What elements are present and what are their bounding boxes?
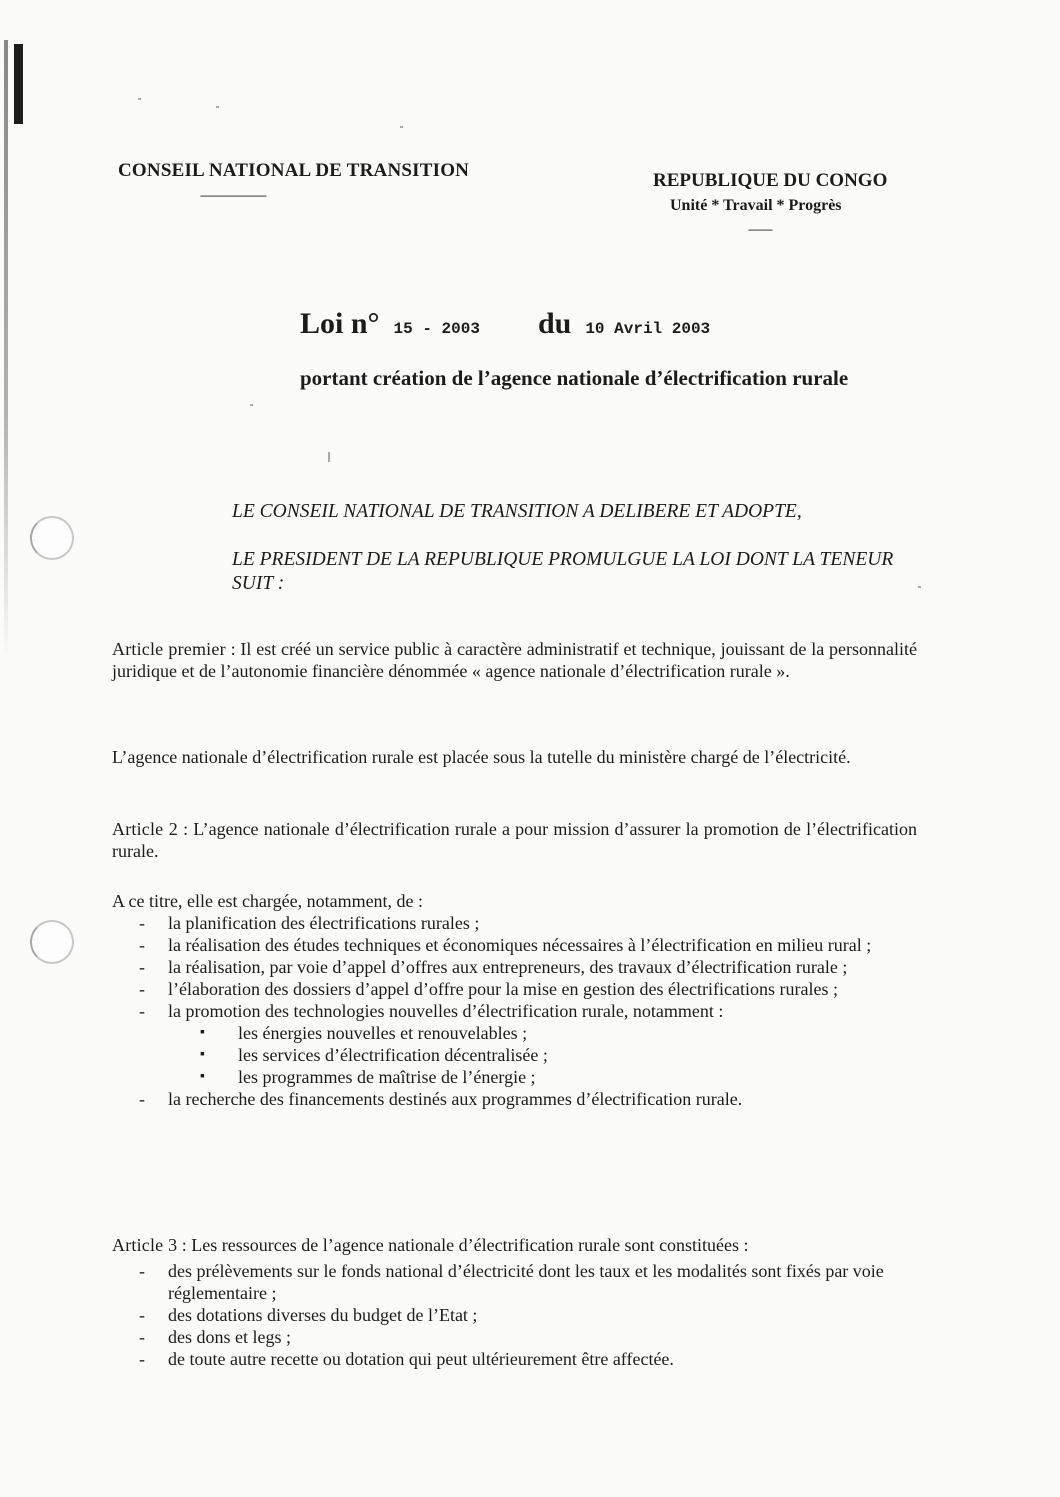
article-3 [112,1234,917,1256]
article-2-text: : L’agence nationale d’électrification rurale a pour mission d’assurer la promotion de l’électrification rurale. [112,819,918,861]
law-title [300,307,710,341]
list-item: - la recherche des financements destinés aux programmes d’électrification rurale. [132,1088,917,1110]
list-item: - la réalisation des études techniques et économiques nécessaires à l’électrification en milieu rural ; [132,934,917,956]
law-du: du [537,307,572,340]
scan-speck [250,404,253,406]
list-item: - l’élaboration des dossiers d’appel d’offre pour la mise en gestion des électrifications rurales ; [132,978,917,1000]
scan-speck [216,106,219,108]
issuer-title: CONSEIL NATIONAL DE TRANSITION [118,160,470,181]
list-item: - la planification des électrifications rurales ; [132,912,917,934]
list-item: - des dons et legs ; [132,1326,917,1348]
sub-list-item: ▪ les programmes de maîtrise de l’énergie ; [168,1066,917,1088]
sub-list-item: ▪ les énergies nouvelles et renouvelables ; [168,1022,917,1044]
article-2-list [132,912,917,1110]
list-item: - la réalisation, par voie d’appel d’offres aux entrepreneurs, des travaux d’électrification rurale ; [132,956,917,978]
article-3-text: : Les ressources de l’agence nationale d’électrification rurale sont constituées : [177,1235,749,1255]
scan-speck [138,98,141,100]
sub-list-item: ▪ les services d’électrification décentralisée ; [168,1044,917,1066]
scan-speck [328,452,330,462]
issuer-rule: ---------------------- [200,188,266,202]
country-title: REPUBLIQUE DU CONGO [653,170,888,191]
article-3-label: Article 3 [112,1235,178,1255]
law-number: 15 - 2003 [393,320,480,338]
list-item [132,1000,917,1088]
law-date: 10 Avril 2003 [585,320,711,338]
country-motto: Unité * Travail * Progrès [670,197,842,214]
preamble-promulgation: LE PRESIDENT DE LA REPUBLIQUE PROMULGUE LA LOI DONT LA TENEUR SUIT : [232,549,894,594]
scan-edge-shadow [4,40,8,660]
article-1-label: Article premier [112,639,226,659]
list-item-text: la promotion des technologies nouvelles d’électrification rurale, notamment : [168,1001,724,1021]
motto-rule: -------- [748,222,772,236]
article-2-intro: A ce titre, elle est chargée, notamment, de : [112,891,424,911]
article-1-text: : Il est créé un service public à caractère administratif et technique, jouissant de la personnalité juridique et de l’autonomie financière dénommée « agence nationale d’électrification rurale ». [112,639,917,681]
article-2-sublist [168,1022,917,1088]
article-1 [112,638,917,682]
article-1-paragraph-2: L’agence nationale d’électrification rurale est placée sous la tutelle du ministère chargé de l’électricité. [112,747,851,767]
law-subject: portant création de l’agence nationale d’électrification rurale [300,366,849,390]
article-2-label: Article 2 [112,819,178,839]
list-item: - des dotations diverses du budget de l’Etat ; [132,1304,917,1326]
punch-hole-top [30,516,74,560]
list-item: - de toute autre recette ou dotation qui peut ultérieurement être affectée. [132,1348,917,1370]
preamble-adoption: LE CONSEIL NATIONAL DE TRANSITION A DELIBERE ET ADOPTE, [232,501,802,522]
article-3-list [132,1260,917,1370]
scan-speck [400,126,403,128]
law-prefix: Loi n° [300,307,380,340]
scan-edge-mark [14,44,23,124]
list-item: - des prélèvements sur le fonds national d’électricité dont les taux et les modalités sont fixés par voie réglementaire ; [132,1260,917,1304]
punch-hole-bottom [30,920,74,964]
article-2 [112,818,917,862]
